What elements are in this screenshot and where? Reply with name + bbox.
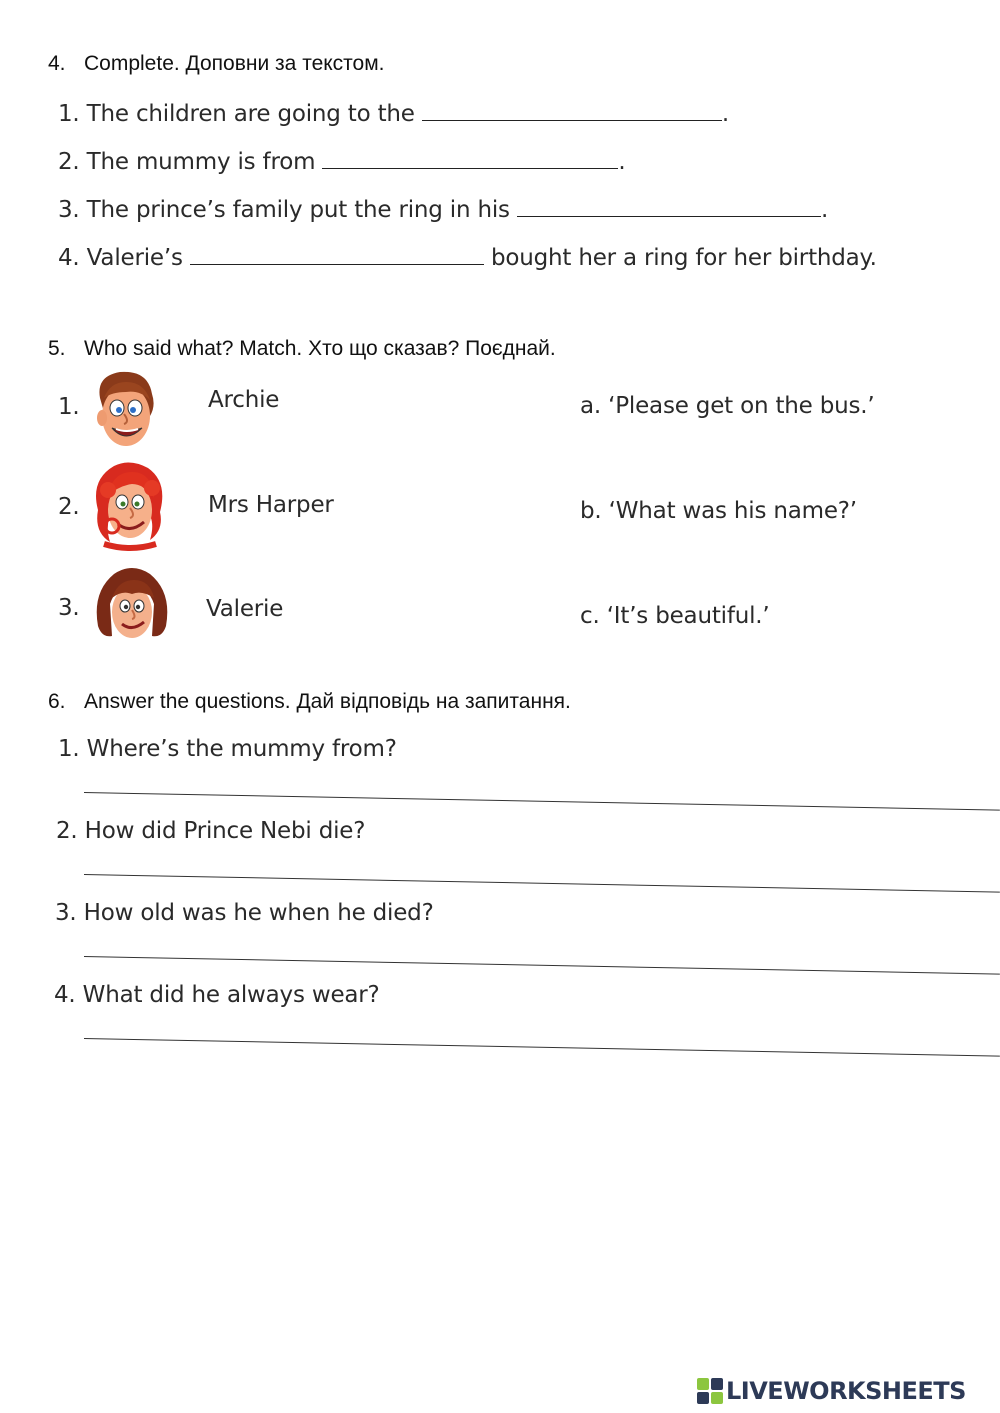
- liveworksheets-logo-text: LIVEWORKSHEETS: [726, 1377, 966, 1405]
- complete-item-3: 3. The prince’s family put the ring in his .: [58, 197, 829, 223]
- complete-item-4: 4. Valerie’s bought her a ring for her birthday.: [58, 245, 877, 271]
- quote-b: b. ‘What was his name?’: [580, 498, 857, 524]
- archie-face-icon: [90, 368, 160, 454]
- liveworksheets-logo: [696, 1377, 966, 1405]
- answer-blank-3[interactable]: [517, 196, 821, 217]
- complete-item-1: 1. The children are going to the .: [58, 101, 730, 127]
- answer-line-1[interactable]: [84, 792, 1000, 811]
- section-5-heading: 5. Who said what? Match. Хто що сказав? Поєднай.: [48, 337, 556, 360]
- answer-blank-4[interactable]: [190, 244, 484, 265]
- question-4: 4. What did he always wear?: [54, 982, 380, 1008]
- complete-item-2: 2. The mummy is from .: [58, 149, 626, 175]
- character-number-2: 2.: [58, 494, 80, 520]
- section-6-heading: 6. Answer the questions. Дай відповідь на запитання.: [48, 690, 571, 713]
- answer-line-4[interactable]: [84, 1038, 1000, 1057]
- section-4-heading: 4. Complete. Доповни за текстом.: [48, 52, 385, 75]
- question-2: 2. How did Prince Nebi die?: [56, 818, 366, 844]
- answer-line-2[interactable]: [84, 874, 1000, 893]
- character-name-valerie: Valerie: [206, 596, 284, 622]
- character-number-3: 3.: [58, 595, 80, 621]
- valerie-face-icon: [92, 564, 172, 644]
- liveworksheets-logo-icon: [696, 1377, 724, 1405]
- character-number-1: 1.: [58, 394, 80, 420]
- mrs-harper-face-icon: [90, 460, 170, 552]
- character-name-archie: Archie: [208, 387, 280, 413]
- character-name-mrs-harper: Mrs Harper: [208, 492, 334, 518]
- answer-line-3[interactable]: [84, 956, 1000, 975]
- question-1: 1. Where’s the mummy from?: [58, 736, 397, 762]
- question-3: 3. How old was he when he died?: [55, 900, 434, 926]
- quote-c: c. ‘It’s beautiful.’: [580, 603, 770, 629]
- answer-blank-2[interactable]: [322, 148, 618, 169]
- quote-a: a. ‘Please get on the bus.’: [580, 393, 875, 419]
- answer-blank-1[interactable]: [422, 100, 722, 121]
